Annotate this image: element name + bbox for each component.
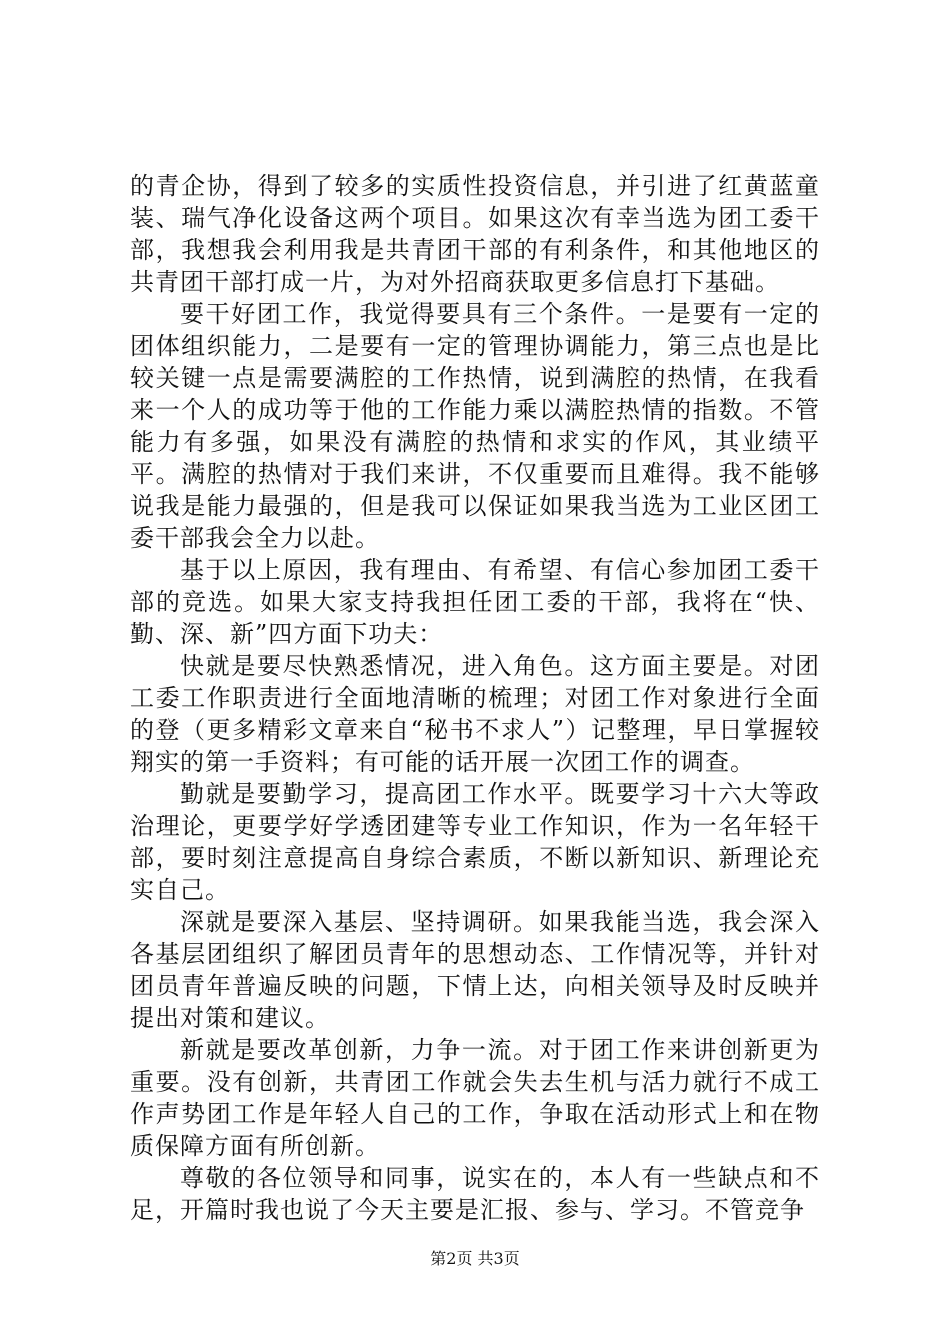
paragraph-8: 尊敬的各位领导和同事，说实在的，本人有一些缺点和不足，开篇时我也说了今天主要是汇报、参与、学习。不管竞争 [130,1164,820,1224]
document-body [130,170,820,1226]
paragraph-5: 勤就是要勤学习，提高团工作水平。既要学习十六大等政治理论，更要学好学透团建等专业工作知识，作为一名年轻干部，要时刻注意提高自身综合素质，不断以新知识、新理论充实自己。 [130,780,820,904]
paragraph-3: 基于以上原因，我有理由、有希望、有信心参加团工委干部的竞选。如果大家支持我担任团工委的干部，我将在“快、勤、深、新”四方面下功夫： [130,556,820,648]
paragraph-7: 新就是要改革创新，力争一流。对于团工作来讲创新更为重要。没有创新，共青团工作就会失去生机与活力就行不成工作声势团工作是年轻人自己的工作，争取在活动形式上和在物质保障方面有所创新。 [130,1036,820,1160]
paragraph-6: 深就是要深入基层、坚持调研。如果我能当选，我会深入各基层团组织了解团员青年的思想动态、工作情况等，并针对团员青年普遍反映的问题，下情上达，向相关领导及时反映并提出对策和建议。 [130,908,820,1032]
paragraph-1: 的青企协，得到了较多的实质性投资信息，并引进了红黄蓝童装、瑞气净化设备这两个项目。如果这次有幸当选为团工委干部，我想我会利用我是共青团干部的有利条件，和其他地区的共青团干部打成一片，为对外招商获取更多信息打下基础。 [130,172,820,296]
page-footer: 第2页 共3页 [430,1249,520,1268]
paragraph-2: 要干好团工作，我觉得要具有三个条件。一是要有一定的团体组织能力，二是要有一定的管理协调能力，第三点也是比较关键一点是需要满腔的工作热情，说到满腔的热情，在我看来一个人的成功等于他的工作能力乘以满腔热情的指数。不管能力有多强，如果没有满腔的热情和求实的作风，其业绩平平。满腔的热情对于我们来讲，不仅重要而且难得。我不能够说我是能力最强的，但是我可以保证如果我当选为工业区团工委干部我会全力以赴。 [130,300,820,552]
paragraph-4: 快就是要尽快熟悉情况，进入角色。这方面主要是。对团工委工作职责进行全面地清晰的梳理；对团工作对象进行全面的登（更多精彩文章来自“秘书不求人”）记整理，早日掌握较翔实的第一手资料；有可能的话开展一次团工作的调查。 [130,652,820,776]
